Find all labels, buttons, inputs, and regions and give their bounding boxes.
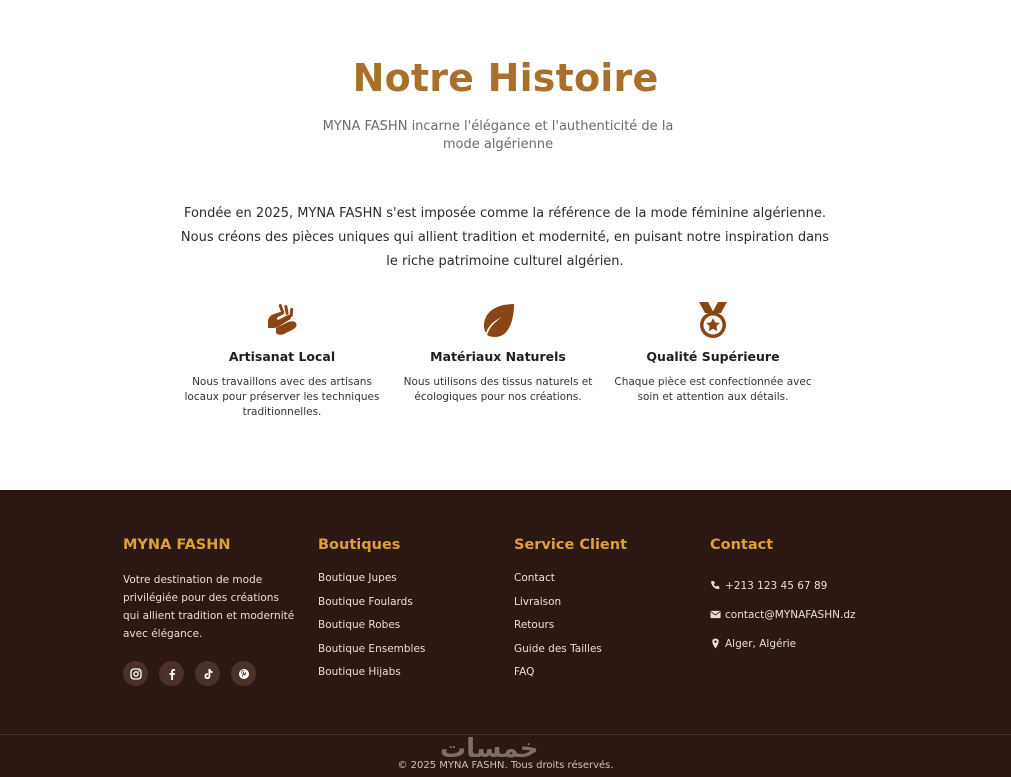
footer-link-contact[interactable]: Contact xyxy=(514,572,555,584)
footer-contact xyxy=(710,537,856,658)
footer-brand-text: Votre destination de mode privilégiée pour des créations qui allient tradition et modernité avec élégance. xyxy=(123,574,295,640)
social-links xyxy=(123,661,267,686)
contact-phone[interactable] xyxy=(710,571,856,600)
feature-title: Qualité Supérieure xyxy=(646,349,780,364)
contact-email-text: contact@MYNAFASHN.dz xyxy=(725,608,856,621)
contact-email[interactable] xyxy=(710,600,856,629)
footer-link-retours[interactable]: Retours xyxy=(514,619,555,631)
envelope-icon xyxy=(710,609,721,620)
footer-contact-title: Contact xyxy=(710,537,774,553)
instagram-icon xyxy=(130,668,142,680)
feature-qualite xyxy=(613,300,813,405)
pinterest-link[interactable] xyxy=(231,661,256,686)
footer-brand xyxy=(123,537,298,643)
tiktok-link[interactable] xyxy=(195,661,220,686)
footer-link-robes[interactable]: Boutique Robes xyxy=(318,619,401,631)
footer-brand-title[interactable]: MYNA FASHN xyxy=(123,537,231,553)
service-links xyxy=(514,571,627,689)
feature-text: Nous utilisons des tissus naturels et écologiques pour nos créations. xyxy=(403,376,593,403)
footer-link-ensembles[interactable]: Boutique Ensembles xyxy=(318,642,426,655)
feature-materiaux xyxy=(398,300,598,405)
feature-title: Artisanat Local xyxy=(228,349,336,364)
footer-link-foulards[interactable]: Boutique Foulards xyxy=(318,595,413,608)
page-title: Notre Histoire xyxy=(352,56,659,100)
footer-service-title: Service Client xyxy=(514,537,627,553)
feature-text: Nous travaillons avec des artisans locaux pour préserver les techniques traditionnelles. xyxy=(184,376,380,418)
footer-boutiques xyxy=(318,537,425,689)
pinterest-icon xyxy=(238,668,250,680)
boutiques-links xyxy=(318,571,425,689)
tiktok-icon xyxy=(202,668,214,680)
footer-link-hijabs[interactable]: Boutique Hijabs xyxy=(318,666,401,678)
intro-paragraph: Fondée en 2025, MYNA FASHN s'est imposée comme la référence de la mode féminine algérienne. Nous créons des pièces uniques qui allient tradition et modernité, en puisant notre inspiration dans le riche patrimoine culturel algérien. xyxy=(180,206,830,269)
footer-link-guide-tailles[interactable]: Guide des Tailles xyxy=(514,642,602,655)
instagram-link[interactable] xyxy=(123,661,148,686)
footer-service xyxy=(514,537,627,689)
contact-address-text: Alger, Algérie xyxy=(725,637,797,650)
feature-artisanat xyxy=(182,300,382,420)
footer-boutiques-title: Boutiques xyxy=(318,537,401,553)
contact-address xyxy=(710,629,856,658)
feature-text: Chaque pièce est confectionnée avec soin et attention aux détails. xyxy=(614,376,812,403)
page-subtitle: MYNA FASHN incarne l'élégance et l'authenticité de la mode algérienne xyxy=(322,119,674,152)
phone-icon xyxy=(710,580,721,591)
facebook-icon xyxy=(166,668,178,680)
facebook-link[interactable] xyxy=(159,661,184,686)
medal-icon xyxy=(693,300,733,340)
contact-phone-text: +213 123 45 67 89 xyxy=(725,579,828,592)
footer-link-faq[interactable]: FAQ xyxy=(514,666,535,678)
footer-link-livraison[interactable]: Livraison xyxy=(514,595,562,608)
map-pin-icon xyxy=(710,638,721,649)
handshake-icon xyxy=(262,300,302,340)
site-footer xyxy=(0,490,1011,777)
copyright-text: © 2025 MYNA FASHN. Tous droits réservés. xyxy=(397,760,614,771)
watermark-logo: خمسات xyxy=(440,734,539,764)
leaf-icon xyxy=(478,300,518,340)
feature-title: Matériaux Naturels xyxy=(430,349,566,364)
footer-link-jupes[interactable]: Boutique Jupes xyxy=(318,572,397,584)
